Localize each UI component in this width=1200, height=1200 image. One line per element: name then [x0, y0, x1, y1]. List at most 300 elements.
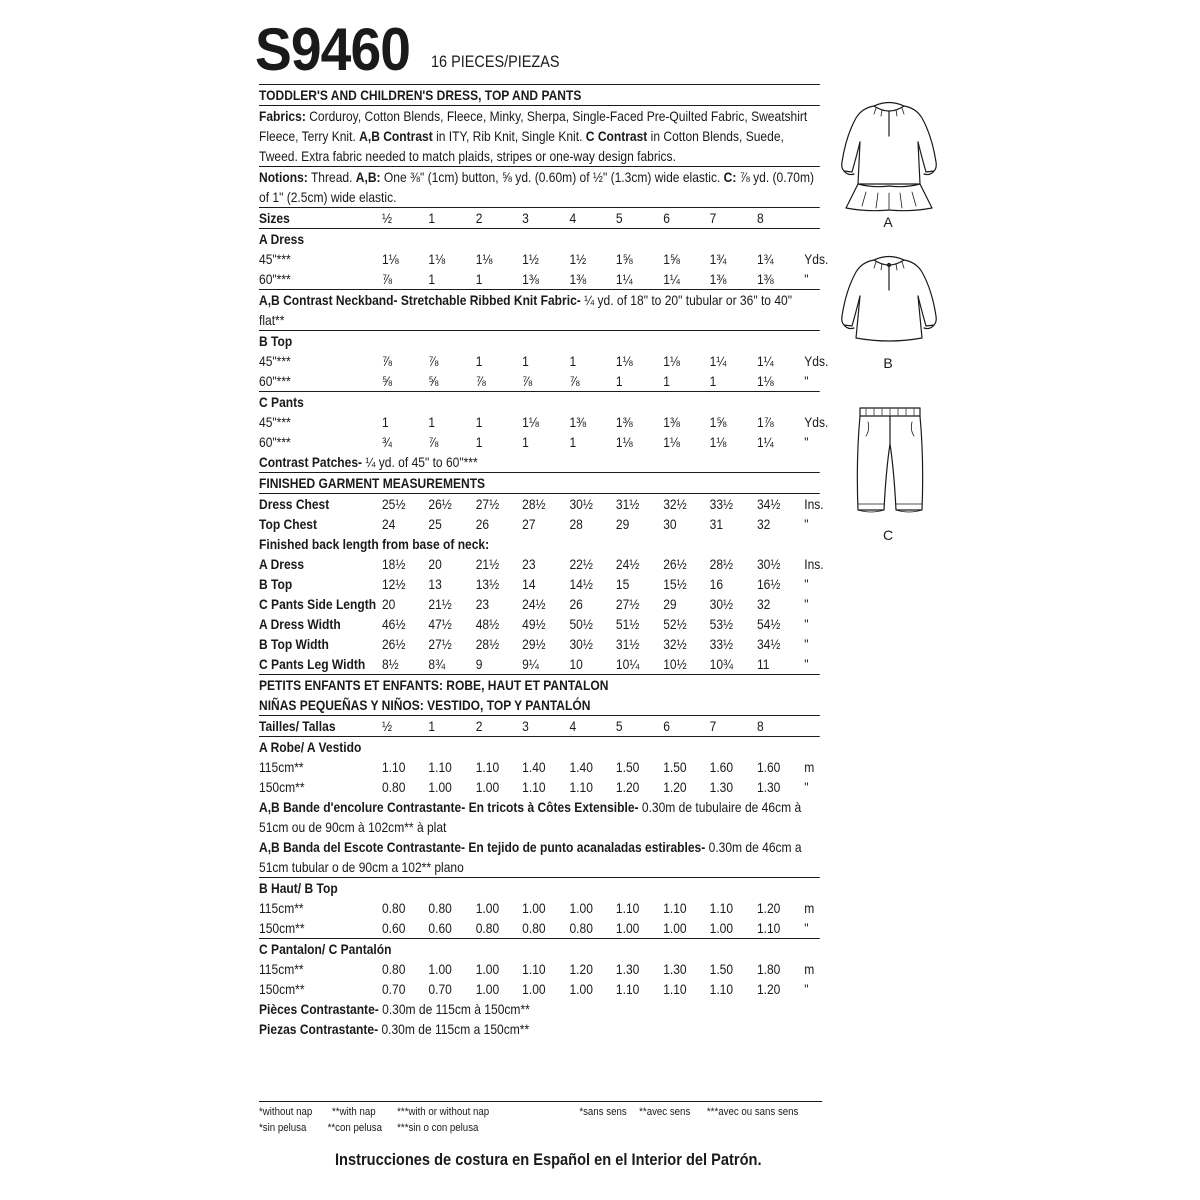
size-value: 4 [569, 210, 577, 226]
table-cell: ⅞ [428, 434, 439, 450]
view-b-label: B [883, 355, 893, 371]
table-cell: 1.10 [569, 779, 593, 795]
unit-cell: " [804, 616, 809, 632]
table-row [259, 634, 820, 654]
table-cell: 1⅛ [756, 373, 774, 389]
table-cell: 1⅜ [522, 271, 539, 287]
footnote-es-1: *sin pelusa [259, 1122, 307, 1134]
table-cell: 26½ [428, 496, 452, 512]
table-cell: 1.10 [615, 900, 640, 916]
row-label: 60"*** [259, 271, 291, 287]
table-cell: 1.50 [663, 759, 687, 775]
table-cell: 1¼ [615, 271, 633, 287]
table-row [259, 959, 820, 979]
table-cell: 1.10 [663, 900, 687, 916]
row-label: A Dress [259, 556, 305, 572]
table-cell: 8½ [381, 656, 399, 672]
pieces-contrastante-row [259, 999, 820, 1019]
unit-cell: " [804, 779, 809, 795]
size-value: 8 [756, 210, 764, 226]
table-cell: ⅞ [522, 373, 533, 389]
table-cell: 51½ [615, 616, 640, 632]
table-cell: 1⅛ [663, 353, 680, 369]
size-value: ½ [381, 718, 393, 734]
table-cell: 28½ [522, 496, 546, 512]
length-measurement-rows [259, 554, 824, 674]
pantalon-yardage-rows [259, 959, 820, 999]
table-cell: 32½ [663, 636, 687, 652]
table-cell: 27 [522, 516, 536, 532]
table-cell: 1¾ [756, 251, 774, 267]
section-title: C Pants [259, 394, 304, 410]
unit-cell: " [804, 434, 809, 450]
notions-c-label: C: [723, 169, 737, 185]
table-cell: 32 [756, 596, 771, 612]
dress-yardage-rows [259, 249, 829, 289]
table-cell: 1.00 [428, 961, 452, 977]
table-row [259, 574, 820, 594]
footnote-fr-3: ***avec ou sans sens [706, 1106, 799, 1118]
table-cell: 1 [663, 373, 670, 389]
tailles-label: Tailles/ Tallas [259, 718, 336, 734]
size-value: ½ [381, 210, 393, 226]
unit-cell: Ins. [804, 556, 824, 572]
pattern-title: TODDLER'S AND CHILDREN'S DRESS, TOP AND PANTS [259, 87, 582, 103]
table-cell: 13½ [475, 576, 500, 592]
table-cell: 1 [475, 353, 483, 369]
spanish-title: NIÑAS PEQUEÑAS Y NIÑOS: VESTIDO, TOP Y PANTALÓN [259, 697, 591, 713]
table-cell: 1⅛ [475, 251, 493, 267]
table-cell: 1½ [522, 251, 539, 267]
table-cell: 1.10 [709, 900, 734, 916]
row-label: B Top [259, 576, 293, 592]
table-cell: 1.10 [663, 981, 687, 997]
table-cell: 27½ [428, 636, 452, 652]
size-value: 6 [663, 210, 670, 226]
table-cell: 10 [569, 656, 583, 672]
unit-cell: " [804, 271, 809, 287]
table-cell: ⅝ [381, 373, 393, 389]
table-cell: 1⅜ [709, 271, 727, 287]
neckband-text: ¼ yd. of 18" to 20" tubular or 36" to 40" flat** [259, 292, 792, 328]
table-cell: 18½ [381, 556, 406, 572]
table-cell: 1⅛ [522, 414, 539, 430]
table-cell: 1 [381, 414, 389, 430]
table-cell: 1.00 [569, 981, 593, 997]
table-cell: 1⅜ [569, 414, 587, 430]
bande-paragraph [259, 797, 820, 837]
contrast-patches-row [259, 452, 820, 472]
table-cell: 26½ [663, 556, 687, 572]
table-cell: 34½ [756, 636, 781, 652]
table-cell: 1 [475, 271, 483, 287]
table-row [259, 614, 820, 634]
ab-contrast-label: A,B Contrast [359, 128, 433, 144]
table-cell: ⅞ [569, 373, 580, 389]
table-cell: 0.80 [381, 961, 406, 977]
unit-cell: " [804, 981, 809, 997]
view-b-top-illustration [832, 250, 946, 350]
table-cell: 1.10 [522, 961, 546, 977]
table-row [259, 979, 820, 999]
unit-cell: " [804, 596, 809, 612]
back-length-label: Finished back length from base of neck: [259, 536, 490, 552]
section-title: B Top [259, 333, 293, 349]
size-value: 6 [663, 718, 670, 734]
table-cell: 30½ [569, 496, 593, 512]
table-cell: 29 [663, 596, 677, 612]
table-cell: 1.10 [475, 759, 500, 775]
table-cell: 1⅜ [569, 271, 587, 287]
table-cell: 1.40 [569, 759, 593, 775]
unit-cell: Ins. [804, 496, 824, 512]
unit-cell: " [804, 576, 809, 592]
table-row [259, 351, 829, 371]
footnote-es-2: **con pelusa [327, 1122, 383, 1134]
table-cell: 1.20 [663, 779, 687, 795]
section-title: A Robe/ A Vestido [259, 739, 362, 755]
table-cell: 1.00 [428, 779, 452, 795]
pieces-text: 0.30m de 115cm à 150cm** [378, 1001, 530, 1017]
table-cell: 1.00 [475, 779, 500, 795]
table-cell: 1.10 [381, 759, 406, 775]
unit-cell: m [804, 759, 815, 775]
table-cell: 1⅝ [663, 251, 680, 267]
row-label: Top Chest [259, 516, 317, 532]
table-cell: 52½ [663, 616, 687, 632]
table-cell: 9¼ [522, 656, 539, 672]
table-cell: 8¾ [428, 656, 446, 672]
table-cell: 16 [709, 576, 724, 592]
table-cell: 1 [475, 414, 483, 430]
table-cell: 1.00 [475, 961, 500, 977]
table-cell: 1⅜ [756, 271, 774, 287]
unit-cell: Yds. [804, 353, 829, 369]
table-cell: 1.40 [522, 759, 546, 775]
table-cell: 10¾ [709, 656, 734, 672]
table-cell: 1.10 [615, 981, 640, 997]
table-cell: 47½ [428, 616, 452, 632]
row-label: C Pants Leg Width [259, 656, 366, 672]
table-cell: 0.60 [428, 920, 452, 936]
table-cell: 1 [522, 434, 529, 450]
table-cell: 53½ [709, 616, 734, 632]
row-label: B Top Width [259, 636, 329, 652]
table-cell: 34½ [756, 496, 781, 512]
table-cell: 16½ [756, 576, 781, 592]
sizes-row [259, 208, 820, 228]
table-row [259, 432, 820, 452]
piezas-label: Piezas Contrastante- [259, 1021, 379, 1037]
table-cell: 25½ [381, 496, 406, 512]
table-cell: 10½ [663, 656, 687, 672]
table-cell: 1¾ [709, 251, 727, 267]
table-cell: 1.30 [756, 779, 781, 795]
table-cell: 31½ [615, 496, 640, 512]
table-cell: 20 [381, 596, 396, 612]
haut-yardage-rows [259, 898, 820, 938]
table-cell: 21½ [475, 556, 500, 572]
table-cell: 1.10 [709, 981, 734, 997]
footnotes [259, 1101, 820, 1136]
notions-paragraph [259, 167, 820, 207]
neckband-paragraph [259, 290, 820, 330]
table-cell: 1⅝ [615, 251, 633, 267]
table-cell: 25 [428, 516, 442, 532]
table-cell: 24 [381, 516, 396, 532]
table-cell: 1.60 [756, 759, 781, 775]
table-cell: 0.60 [381, 920, 406, 936]
notions-text: Thread. [307, 169, 356, 185]
view-c-label: C [882, 527, 894, 543]
table-cell: ⅞ [381, 353, 393, 369]
table-cell: 28 [569, 516, 583, 532]
bande-label: A,B Bande d'encolure Contrastante- En tricots à Côtes Extensible- [259, 799, 639, 815]
table-cell: 1 [569, 434, 577, 450]
c-contrast-label: C Contrast [585, 128, 648, 144]
table-row [259, 918, 820, 938]
table-cell: 1¼ [709, 353, 727, 369]
view-a-label: A [883, 214, 893, 230]
row-label: 115cm** [259, 759, 304, 775]
table-cell: ⅝ [428, 373, 439, 389]
table-cell: 0.80 [475, 920, 500, 936]
unit-cell: " [804, 636, 809, 652]
table-cell: 1⅜ [615, 414, 633, 430]
table-row [259, 412, 829, 432]
notions-text: One ⅜" (1cm) button, ⅝ yd. (0.60m) of ½" (1.3cm) wide elastic. [380, 169, 724, 185]
unit-cell: " [804, 656, 809, 672]
spanish-instructions-note: Instrucciones de costura en Español en el Interior del Patrón. [335, 1150, 762, 1169]
table-cell: 1.00 [522, 981, 546, 997]
chest-measurement-rows [259, 494, 824, 534]
table-cell: 28½ [475, 636, 500, 652]
table-cell: 1.10 [756, 920, 781, 936]
neckband-label: A,B Contrast Neckband- Stretchable Ribbed Knit Fabric- [259, 292, 581, 308]
table-cell: 1.50 [709, 961, 734, 977]
table-cell: 1.20 [569, 961, 593, 977]
tailles-row [259, 716, 820, 736]
table-cell: 50½ [569, 616, 593, 632]
french-title: PETITS ENFANTS ET ENFANTS: ROBE, HAUT ET PANTALON [259, 677, 609, 693]
notions-ab-label: A,B: [355, 169, 381, 185]
table-cell: 32½ [663, 496, 687, 512]
table-cell: 1.00 [475, 900, 500, 916]
table-cell: 1 [428, 414, 436, 430]
table-cell: 1⅜ [663, 414, 680, 430]
table-cell: 12½ [381, 576, 406, 592]
footnote-fr-1: *sans sens [579, 1106, 627, 1118]
banda-paragraph [259, 837, 820, 877]
table-cell: 33½ [709, 636, 734, 652]
row-label: 45"*** [259, 353, 291, 369]
pattern-number: S9460 [255, 16, 411, 83]
measurements-title: FINISHED GARMENT MEASUREMENTS [259, 475, 486, 491]
table-cell: 14 [522, 576, 536, 592]
table-cell: 1.50 [615, 759, 640, 775]
piezas-contrastante-row [259, 1019, 820, 1039]
table-cell: 1¼ [756, 434, 774, 450]
table-cell: 1⅞ [756, 414, 774, 430]
sizes-label: Sizes [259, 210, 290, 226]
banda-text: 0.30m de 46cm a 51cm tubular o de 90cm a 102** plano [259, 839, 802, 875]
table-cell: 1 [615, 373, 623, 389]
table-cell: 1 [428, 271, 436, 287]
unit-cell: m [804, 900, 815, 916]
piece-count: 16 PIECES/PIEZAS [431, 52, 560, 71]
table-cell: 27½ [475, 496, 500, 512]
table-cell: 21½ [428, 596, 452, 612]
robe-yardage-rows [259, 757, 820, 797]
table-row [259, 494, 824, 514]
section-title: B Haut/ B Top [259, 880, 338, 896]
table-cell: 23 [475, 596, 490, 612]
footnote-fr-2: **avec sens [639, 1106, 691, 1118]
unit-cell: Yds. [804, 414, 829, 430]
table-cell: 1.30 [709, 779, 734, 795]
table-cell: 0.80 [381, 779, 406, 795]
table-cell: 1⅛ [709, 434, 727, 450]
table-cell: ⅞ [428, 353, 439, 369]
footnote-en-2: **with nap [332, 1106, 376, 1118]
view-a-dress-illustration [832, 96, 946, 214]
row-label: A Dress Width [259, 616, 341, 632]
view-c-pants-illustration [848, 400, 932, 522]
table-cell: 23 [522, 556, 536, 572]
table-cell: ⅞ [475, 373, 486, 389]
footnote-en-3: ***with or without nap [397, 1106, 490, 1118]
table-cell: 14½ [569, 576, 593, 592]
table-cell: 0.80 [569, 920, 593, 936]
table-cell: 15½ [663, 576, 687, 592]
pieces-label: Pièces Contrastante- [259, 1001, 379, 1017]
table-cell: 22½ [569, 556, 593, 572]
row-label: Dress Chest [259, 496, 330, 512]
row-label: 150cm** [259, 920, 305, 936]
table-cell: 30½ [756, 556, 781, 572]
table-cell: 28½ [709, 556, 734, 572]
table-cell: 30 [663, 516, 677, 532]
table-cell: 1¼ [663, 271, 680, 287]
top-yardage-rows [259, 351, 829, 391]
table-cell: 0.80 [428, 900, 452, 916]
table-cell: 30½ [569, 636, 593, 652]
size-value: 1 [428, 718, 436, 734]
table-cell: 1.20 [756, 900, 781, 916]
table-cell: 1 [709, 373, 717, 389]
table-cell: 0.70 [428, 981, 452, 997]
table-cell: 1.60 [709, 759, 734, 775]
table-cell: 49½ [522, 616, 546, 632]
table-cell: 31 [709, 516, 724, 532]
table-cell: 1.10 [522, 779, 546, 795]
table-cell: 48½ [475, 616, 500, 632]
table-cell: 11 [756, 656, 770, 672]
table-cell: 24½ [615, 556, 640, 572]
table-cell: 1.80 [756, 961, 781, 977]
table-cell: 0.70 [381, 981, 406, 997]
fabrics-text: Corduroy, Cotton Blends, Fleece, Minky, Sherpa, Single-Faced Pre-Quilted Fabric, Sweatshirt Fleece, Terry Knit. [259, 108, 808, 144]
size-value: 7 [709, 210, 717, 226]
row-label: C Pants Side Length [259, 596, 377, 612]
unit-cell: " [804, 920, 809, 936]
bande-text: 0.30m de tubulaire de 46cm à 51cm ou de 90cm à 102cm** à plat [259, 799, 802, 835]
table-cell: 27½ [615, 596, 640, 612]
table-cell: 13 [428, 576, 442, 592]
fabrics-label: Fabrics: [259, 108, 306, 124]
piezas-text: 0.30m de 115cm a 150cm** [378, 1021, 530, 1037]
section-title: A Dress [259, 231, 305, 247]
table-cell: 1⅛ [615, 353, 633, 369]
table-cell: 29½ [522, 636, 546, 652]
table-cell: 1⅛ [381, 251, 399, 267]
unit-cell: " [804, 373, 809, 389]
table-row [259, 371, 820, 391]
size-value: 3 [522, 718, 529, 734]
table-row [259, 594, 820, 614]
table-cell: 9 [475, 656, 483, 672]
table-cell: 33½ [709, 496, 734, 512]
banda-label: A,B Banda del Escote Contrastante- En tejido de punto acanaladas estirables- [259, 839, 706, 855]
table-cell: 29 [615, 516, 630, 532]
footnote-line-1 [259, 1104, 822, 1120]
table-cell: 26 [569, 596, 583, 612]
fabrics-paragraph [259, 106, 820, 166]
table-cell: 26 [475, 516, 490, 532]
table-cell: 30½ [709, 596, 734, 612]
table-cell: 1 [569, 353, 577, 369]
unit-cell: Yds. [804, 251, 829, 267]
table-cell: 1 [522, 353, 529, 369]
table-cell: 0.80 [522, 920, 546, 936]
row-label: 60"*** [259, 434, 291, 450]
table-cell: 20 [428, 556, 442, 572]
contrast-patches-text: ¼ yd. of 45" to 60"*** [362, 454, 478, 470]
table-cell: 1.20 [756, 981, 781, 997]
table-cell: 46½ [381, 616, 406, 632]
unit-cell: m [804, 961, 815, 977]
table-cell: ¾ [381, 434, 393, 450]
footnote-line-2 [259, 1120, 822, 1136]
row-label: 45"*** [259, 414, 291, 430]
size-value: 3 [522, 210, 529, 226]
fabrics-text: in Cotton Blends, Suede, Tweed. Extra fabric needed to match plaids, stripes or one-way design fabrics. [259, 128, 784, 164]
table-cell: 1.00 [615, 920, 640, 936]
table-cell: 1.20 [615, 779, 640, 795]
table-cell: 1.00 [475, 981, 500, 997]
table-row [259, 777, 820, 797]
table-cell: 1.00 [663, 920, 687, 936]
table-cell: 1 [475, 434, 483, 450]
table-cell: 1⅛ [428, 251, 446, 267]
footnote-es-3: ***sin o con pelusa [397, 1122, 479, 1134]
row-label: 45"*** [259, 251, 291, 267]
size-value: 5 [615, 210, 623, 226]
table-cell: 1⅛ [663, 434, 680, 450]
table-row [259, 269, 820, 289]
footnote-en-1: *without nap [259, 1106, 313, 1118]
size-value: 4 [569, 718, 577, 734]
table-cell: 0.80 [381, 900, 406, 916]
divider [259, 1101, 822, 1102]
table-row [259, 554, 824, 574]
row-label: 150cm** [259, 779, 305, 795]
table-row [259, 249, 829, 269]
table-cell: 10¼ [615, 656, 640, 672]
table-row [259, 757, 820, 777]
size-value: 1 [428, 210, 436, 226]
row-label: 115cm** [259, 961, 304, 977]
